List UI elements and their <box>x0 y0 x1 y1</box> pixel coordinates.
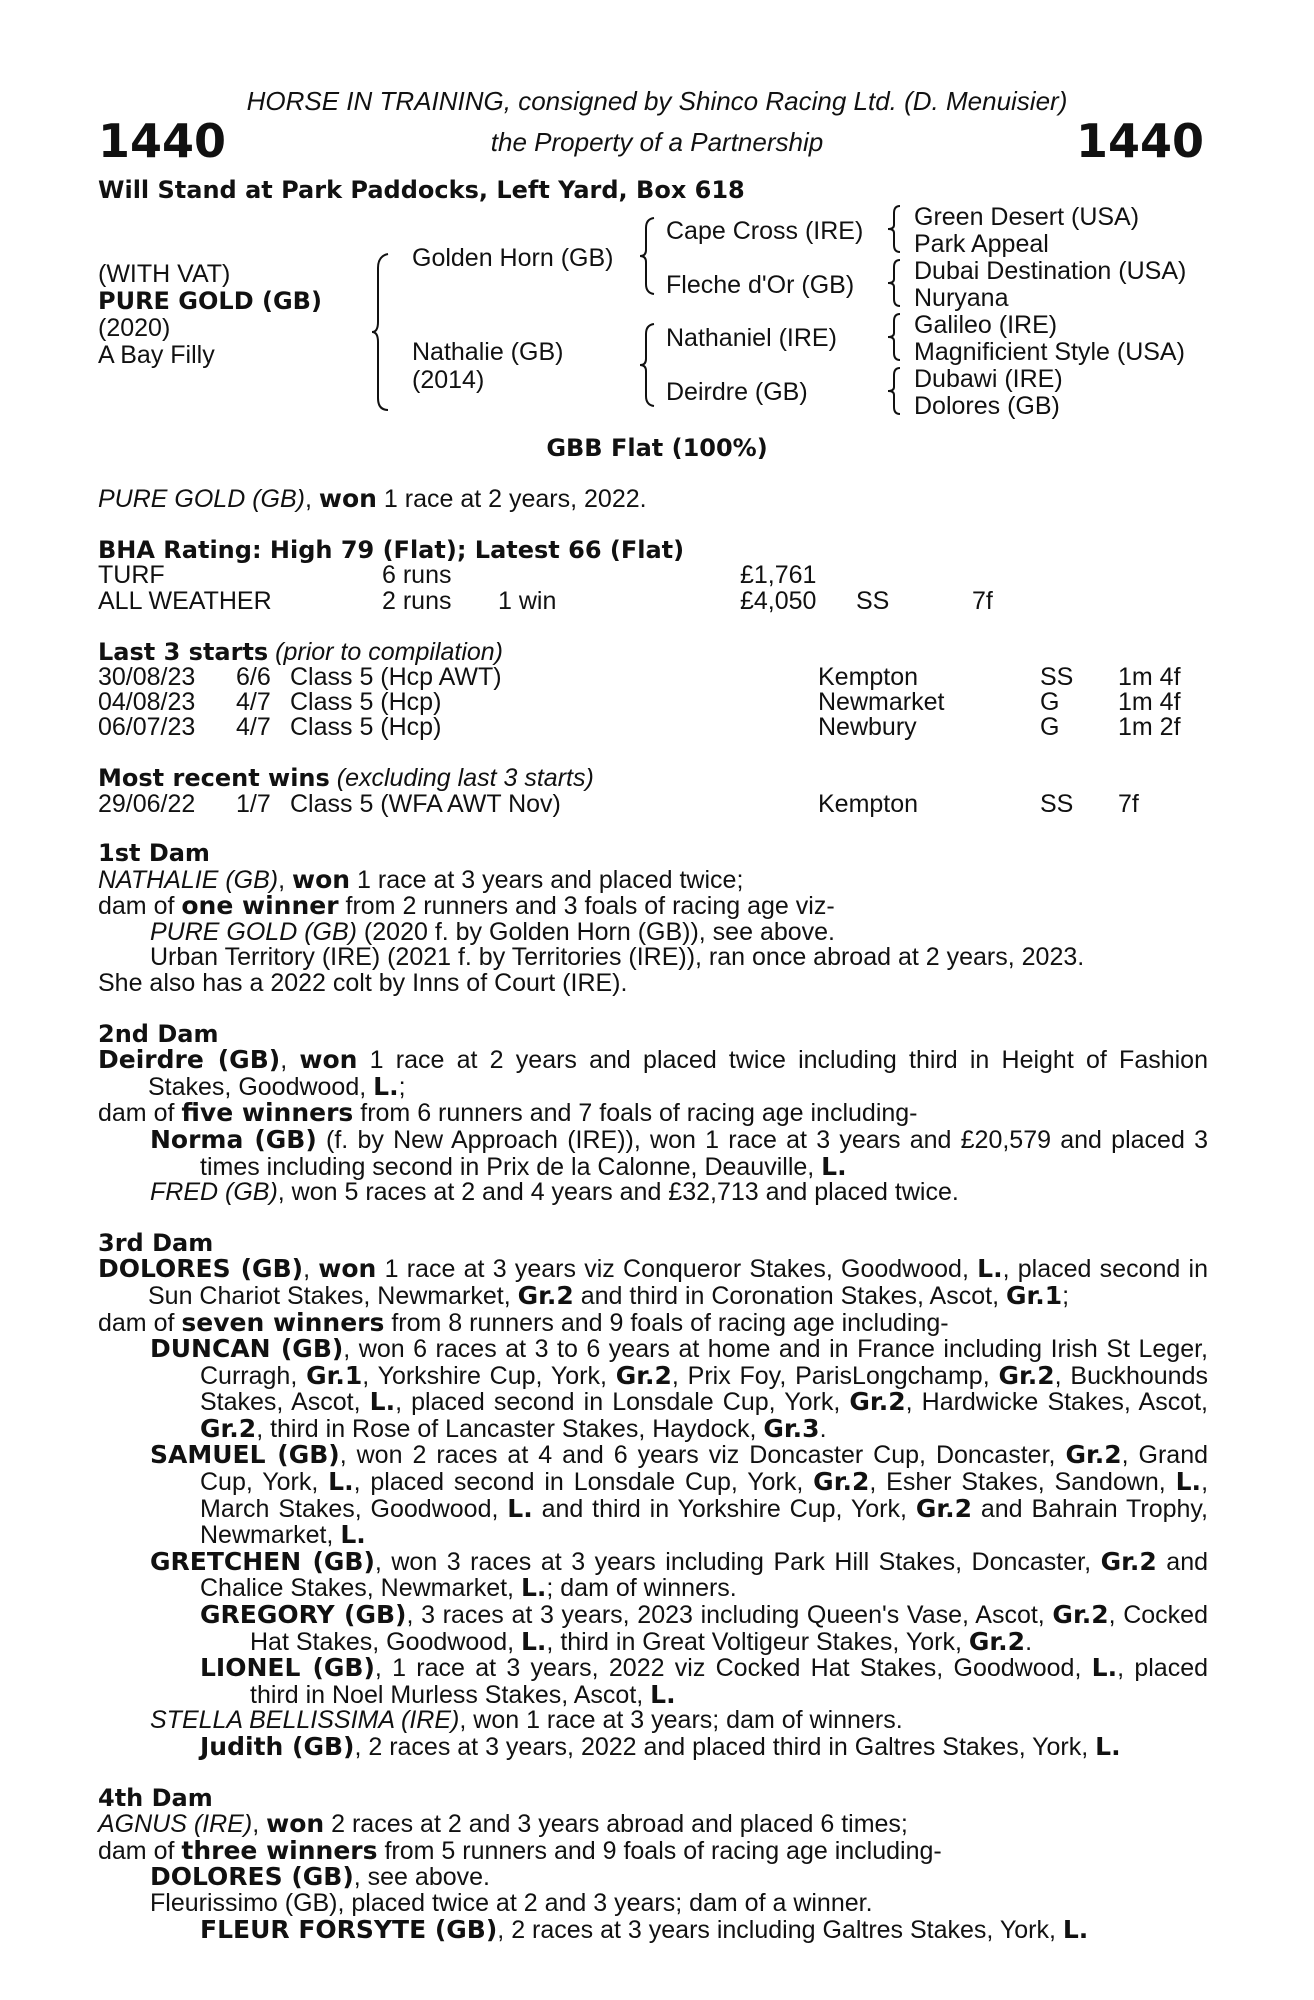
record-text: 1 race at 2 years and placed twice including third in Height of Fashion Stakes, Goodwood, <box>148 1046 1208 1101</box>
record-text: , Prix Foy, ParisLongchamp, <box>671 1361 999 1390</box>
race-position: 4/7 <box>236 713 271 741</box>
record-text: , 1 race at 3 years, 2022 viz Cocked Hat Stakes, Goodwood, <box>374 1654 1092 1683</box>
turf-runs: 6 runs <box>382 561 452 589</box>
last3-title: Last 3 starts <box>98 638 269 666</box>
lot-number-right: 1440 <box>1075 114 1204 168</box>
record-text: ; <box>1062 1281 1070 1310</box>
race-position: 6/6 <box>236 663 271 691</box>
record-text: ; <box>398 1072 406 1101</box>
aw-distance: 7f <box>972 587 993 615</box>
dam-name: NATHALIE (GB) <box>98 865 279 894</box>
record-text: , placed third in Noel Murless Stakes, Ascot, <box>250 1654 1209 1709</box>
listed-label: L. <box>650 1679 676 1709</box>
record-text: (2020 f. by Golden Horn (GB)), see above. <box>356 917 835 946</box>
turf-label: TURF <box>98 561 165 589</box>
summary-horse-name: PURE GOLD (GB) <box>98 485 305 513</box>
produce-item <box>98 1546 1208 1603</box>
pedigree-brace-ds <box>886 312 904 362</box>
pedigree-brace-sd <box>886 258 904 308</box>
dam1-line <box>98 864 1208 894</box>
pedigree-sire: Golden Horn (GB) <box>412 244 614 272</box>
pedigree-brace-ss <box>886 204 904 254</box>
pedigree-dam: Nathalie (GB) <box>412 338 564 366</box>
race-course: Kempton <box>818 790 919 818</box>
summary-won: won <box>318 484 377 513</box>
produce-item <box>98 1914 1208 1944</box>
record-text: and third in Coronation Stakes, Ascot, <box>573 1281 1006 1310</box>
produce-name: Judith (GB) <box>200 1732 355 1761</box>
produce-name: GRETCHEN (GB) <box>150 1546 375 1576</box>
listed-label: L. <box>369 1387 396 1417</box>
group-label: Gr.2 <box>1100 1546 1157 1576</box>
dam-name: DOLORES (GB) <box>98 1254 304 1284</box>
dam4-produce-line <box>98 1835 1208 1865</box>
group-label: Gr.2 <box>200 1413 257 1443</box>
race-date: 06/07/23 <box>98 713 196 741</box>
dam4-title: 4th Dam <box>98 1783 213 1812</box>
horse-description: A Bay Filly <box>98 341 215 369</box>
record-text: , Grand Cup, York, <box>200 1441 1209 1497</box>
separator: , <box>278 865 293 894</box>
dam1-produce-line <box>98 893 1208 920</box>
record-text: and Chalice Stakes, Newmarket, <box>200 1547 1208 1603</box>
dam-sections <box>98 841 1208 1943</box>
listed-label: L. <box>1062 1914 1089 1944</box>
race-position: 4/7 <box>236 688 271 716</box>
race-course: Newmarket <box>818 688 945 716</box>
record-text: , placed second in Sun Chariot Stakes, Newmarket, <box>148 1255 1208 1310</box>
group-label: Gr.2 <box>968 1626 1026 1656</box>
race-course: Kempton <box>818 663 919 691</box>
race-class: Class 5 (Hcp) <box>290 688 442 716</box>
last3-note: (prior to compilation) <box>268 638 504 666</box>
record-text: from 2 runners and 3 foals of racing age viz- <box>338 892 835 921</box>
race-going: SS <box>1040 663 1074 691</box>
group-label: Gr.1 <box>1005 1280 1063 1310</box>
dam-name: AGNUS (IRE) <box>98 1810 253 1839</box>
listed-label: L. <box>373 1071 399 1101</box>
race-class: Class 5 (Hcp AWT) <box>290 663 502 691</box>
pedigree-sire-dam: Fleche d'Or (GB) <box>666 271 855 299</box>
winners-count: one winner <box>181 891 339 921</box>
race-summary: PURE GOLD (GB), won 1 race at 2 years, 2022. <box>98 484 647 513</box>
group-label: Gr.2 <box>1065 1440 1122 1470</box>
record-text: and third in Yorkshire Cup, York, <box>532 1494 916 1523</box>
produce-item <box>98 1602 1208 1655</box>
produce-item: Urban Territory (IRE) (2021 f. by Territories (IRE)), ran once abroad at 2 years, 2023. <box>150 943 1085 972</box>
winners-count: five winners <box>181 1098 354 1128</box>
turf-prize: £1,761 <box>740 561 817 589</box>
listed-label: L. <box>1091 1653 1118 1683</box>
pedigree-ssd: Park Appeal <box>914 230 1049 258</box>
dam1-title: 1st Dam <box>98 839 210 867</box>
horse-year: (2020) <box>98 314 171 342</box>
listed-label: L. <box>1095 1732 1121 1761</box>
group-label: Gr.3 <box>763 1413 820 1443</box>
won-label: won <box>266 1809 325 1839</box>
race-going: G <box>1040 688 1060 716</box>
dam3-produce-line <box>98 1307 1208 1337</box>
record-text: (f. by New Approach (IRE)), won 1 race at 3 years and £20,579 and placed 3 times including second in Prix de la Calonne, Deauville, <box>200 1125 1208 1181</box>
gbb-flat-label: GBB Flat (100%) <box>546 434 768 462</box>
bha-rating: BHA Rating: High 79 (Flat); Latest 66 (Flat) <box>98 536 685 564</box>
recent-note: (excluding last 3 starts) <box>329 764 594 792</box>
race-distance: 1m 2f <box>1118 713 1181 741</box>
pedigree-brace-main <box>370 252 392 412</box>
produce-item <box>98 1336 1208 1442</box>
produce-item <box>98 1734 1208 1761</box>
produce-name: DUNCAN (GB) <box>150 1334 344 1364</box>
race-distance: 1m 4f <box>1118 688 1181 716</box>
record-text: , see above. <box>353 1863 490 1892</box>
produce-name: GREGORY (GB) <box>200 1600 407 1630</box>
record-text: , won 1 race at 3 years; dam of winners. <box>459 1706 903 1735</box>
record-text: , March Stakes, Goodwood, <box>200 1468 1209 1523</box>
dam2-title: 2nd Dam <box>98 1019 219 1048</box>
pedigree-sire-sire: Cape Cross (IRE) <box>666 217 864 245</box>
produce-item <box>98 1124 1208 1181</box>
record-text: ; dam of winners. <box>546 1574 737 1603</box>
lot-number-left: 1440 <box>98 114 227 168</box>
pedigree-dam-sire: Nathaniel (IRE) <box>666 324 837 352</box>
pedigree-brace-sire <box>638 216 658 296</box>
record-text: . <box>819 1414 827 1443</box>
record-text: , 2 races at 3 years, 2022 and placed third in Galtres Stakes, York, <box>354 1733 1096 1761</box>
produce-name: Norma (GB) <box>150 1124 317 1154</box>
group-label: Gr.2 <box>1052 1600 1109 1630</box>
dam2-line <box>98 1047 1208 1100</box>
record-text: , won 3 races at 3 years including Park Hill Stakes, Doncaster, <box>374 1547 1101 1576</box>
produce-item <box>98 1442 1208 1548</box>
record-text: from 6 runners and 7 foals of racing age including- <box>353 1099 918 1128</box>
dam1-note: She also has a 2022 colt by Inns of Court (IRE). <box>98 968 628 997</box>
record-text: , 2 races at 3 years including Galtres Stakes, York, <box>497 1915 1063 1944</box>
recent-heading <box>98 766 594 791</box>
listed-label: L. <box>821 1151 847 1181</box>
listed-label: L. <box>340 1520 366 1550</box>
record-text: , third in Rose of Lancaster Stakes, Haydock, <box>256 1414 764 1443</box>
listed-label: L. <box>507 1493 533 1523</box>
stand-location: Will Stand at Park Paddocks, Left Yard, Box 618 <box>98 176 745 204</box>
produce-item <box>98 1708 1208 1734</box>
race-going: SS <box>1040 790 1074 818</box>
produce-item: Fleurissimo (GB), placed twice at 2 and 3 years; dam of a winner. <box>150 1888 873 1917</box>
produce-name: LIONEL (GB) <box>200 1653 375 1683</box>
record-text: , placed second in Lonsdale Cup, York, <box>353 1468 814 1497</box>
won-label: won <box>318 1254 377 1284</box>
group-label: Gr.1 <box>306 1360 363 1390</box>
record-text: , 3 races at 3 years, 2023 including Queen's Vase, Ascot, <box>406 1601 1053 1630</box>
summary-rest: 1 race at 2 years, 2022. <box>376 485 647 513</box>
won-label: won <box>299 1045 358 1075</box>
dam3-title: 3rd Dam <box>98 1228 214 1257</box>
pedigree-dsd: Magnificient Style (USA) <box>914 338 1185 366</box>
race-position: 1/7 <box>236 790 271 818</box>
race-class: Class 5 (WFA AWT Nov) <box>290 790 561 818</box>
produce-name: DOLORES (GB) <box>150 1862 354 1892</box>
dam2-produce-line <box>98 1100 1208 1127</box>
group-label: Gr.2 <box>517 1280 574 1310</box>
race-distance: 1m 4f <box>1118 663 1181 691</box>
pedigree-dam-dam: Deirdre (GB) <box>666 378 808 406</box>
record-text: , placed second in Lonsdale Cup, York, <box>395 1388 850 1417</box>
aw-runs: 2 runs <box>382 587 452 615</box>
dam3-line <box>98 1256 1208 1309</box>
last3-heading <box>98 640 503 665</box>
separator: , <box>280 1046 300 1075</box>
group-label: Gr.2 <box>615 1360 672 1390</box>
group-label: Gr.2 <box>849 1387 906 1417</box>
record-text: 2 races at 2 and 3 years abroad and placed 6 times; <box>324 1810 908 1839</box>
pedigree-sss: Green Desert (USA) <box>914 203 1140 231</box>
listed-label: L. <box>520 1573 547 1603</box>
record-text: , won 2 races at 4 and 6 years viz Doncaster Cup, Doncaster, <box>339 1441 1066 1470</box>
race-going: G <box>1040 713 1060 741</box>
record-text: 1 race at 3 years and placed twice; <box>350 865 744 894</box>
produce-name: FLEUR FORSYTE (GB) <box>200 1914 498 1944</box>
recent-title: Most recent wins <box>98 764 330 792</box>
group-label: Gr.2 <box>998 1360 1055 1390</box>
record-text: , won 5 races at 2 and 4 years and £32,713 and placed twice. <box>277 1178 959 1207</box>
record-text: , Esher Stakes, Sandown, <box>869 1468 1176 1497</box>
record-text: , Buckhounds Stakes, Ascot, <box>200 1361 1208 1417</box>
separator: , <box>303 1255 319 1284</box>
record-text: dam of <box>98 1308 182 1337</box>
record-text: from 8 runners and 9 foals of racing age including- <box>384 1308 949 1337</box>
produce-name: PURE GOLD (GB) <box>150 917 357 946</box>
pedigree-brace-dam <box>638 322 658 408</box>
pedigree-dam-year: (2014) <box>412 366 485 394</box>
pedigree-ddd: Dolores (GB) <box>914 392 1060 420</box>
record-text: dam of <box>98 892 182 921</box>
pedigree-dss: Galileo (IRE) <box>914 311 1058 339</box>
dam-name: Deirdre (GB) <box>98 1045 281 1075</box>
winners-count: three winners <box>181 1835 378 1865</box>
separator: , <box>252 1810 267 1839</box>
consignment-line: HORSE IN TRAINING, consigned by Shinco Racing Ltd. (D. Menuisier) <box>246 86 1068 116</box>
record-text: , third in Great Voltigeur Stakes, York, <box>546 1627 969 1656</box>
record-text: . <box>1025 1627 1033 1656</box>
aw-prize: £4,050 <box>740 587 817 615</box>
winners-count: seven winners <box>181 1307 385 1337</box>
record-text: , Yorkshire Cup, York, <box>362 1361 616 1390</box>
produce-name: SAMUEL (GB) <box>150 1440 340 1470</box>
group-label: Gr.2 <box>915 1493 973 1523</box>
produce-name: FRED (GB) <box>150 1178 278 1207</box>
listed-label: L. <box>520 1626 547 1656</box>
aw-going: SS <box>856 587 890 615</box>
listed-label: L. <box>1175 1467 1202 1497</box>
record-text: from 5 runners and 9 foals of racing age including- <box>377 1836 942 1865</box>
produce-item <box>98 1655 1208 1708</box>
pedigree-sdd: Nuryana <box>914 284 1009 312</box>
aw-label: ALL WEATHER <box>98 587 272 615</box>
record-text: , Cocked Hat Stakes, Goodwood, <box>250 1601 1208 1656</box>
won-label: won <box>292 864 351 894</box>
produce-name: STELLA BELLISSIMA (IRE) <box>150 1706 460 1735</box>
listed-label: L. <box>977 1254 1003 1284</box>
race-distance: 7f <box>1118 790 1139 818</box>
record-text: 1 race at 3 years viz Conqueror Stakes, Goodwood, <box>376 1255 978 1284</box>
record-text: , Hardwicke Stakes, Ascot, <box>905 1388 1209 1417</box>
aw-wins: 1 win <box>498 587 557 615</box>
pedigree-sds: Dubai Destination (USA) <box>914 257 1187 285</box>
listed-label: L. <box>328 1467 354 1497</box>
vat-note: (WITH VAT) <box>98 260 231 288</box>
race-date: 30/08/23 <box>98 663 196 691</box>
record-text: dam of <box>98 1099 182 1128</box>
group-label: Gr.2 <box>813 1467 870 1497</box>
race-date: 04/08/23 <box>98 688 196 716</box>
race-course: Newbury <box>818 713 917 741</box>
pedigree-dds: Dubawi (IRE) <box>914 365 1063 393</box>
produce-item <box>98 917 1208 946</box>
property-line: the Property of a Partnership <box>490 127 824 157</box>
pedigree-brace-dd <box>886 366 904 416</box>
race-date: 29/06/22 <box>98 790 196 818</box>
record-text: dam of <box>98 1836 182 1865</box>
record-text: , won 6 races at 3 to 6 years at home and in France including Irish St Leger, Curragh, <box>200 1335 1208 1390</box>
produce-item <box>98 1180 1208 1206</box>
produce-item <box>98 1864 1208 1891</box>
horse-name: PURE GOLD (GB) <box>98 287 322 315</box>
record-text: and Bahrain Trophy, Newmarket, <box>200 1494 1208 1550</box>
race-class: Class 5 (Hcp) <box>290 713 442 741</box>
dam4-line <box>98 1811 1208 1838</box>
